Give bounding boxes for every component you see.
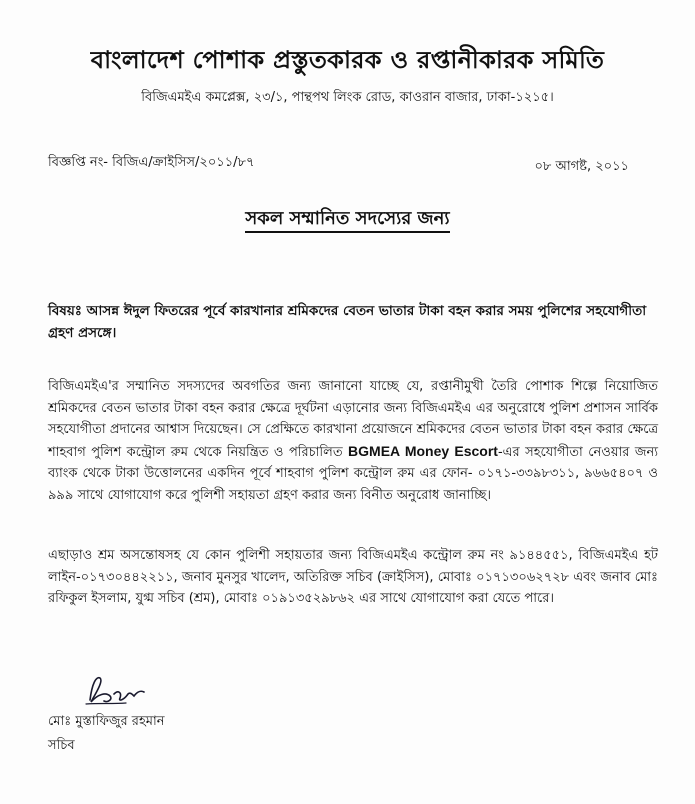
paragraph-1-text-end: -এর সহযোগীতা নেওয়ার জন্য ব্যাংক থেকে টাকা উত্তোলনের একদিন পূর্বে শাহবাগ পুলিশ কন্ট্রোল রুম এর ফোন- ০১৭১-৩৩৯৮৩১১, ৯৬৬৫৪০৭ ও ৯৯৯ সাথে যোগাযোগ করে পুলিশী সহায়তা গ্রহণ করার জন্য বিনীত অনুরোধ জানাচ্ছি।	[48, 444, 658, 503]
addressee-text: সকল সম্মানিত সদস্যের জন্য	[245, 208, 449, 233]
notice-date: ০৮ আগষ্ট, ২০১১	[534, 159, 629, 174]
organization-title: বাংলাদেশ পোশাক প্রস্তুতকারক ও রপ্তানীকারক সমিতি	[90, 46, 605, 74]
money-escort-name: BGMEA Money Escort	[348, 442, 498, 459]
organization-address: বিজিএমইএ কমপ্লেক্স, ২৩/১, পান্থপথ লিংক রোড, কাওরান বাজার, ঢাকা-১২১৫।	[141, 90, 554, 105]
body-paragraph-1	[48, 376, 658, 506]
handwritten-signature	[82, 670, 162, 710]
notice-reference-number: বিজ্ঞপ্তি নং- বিজিএ/ক্রাইসিস/২০১১/৮৭	[48, 155, 255, 170]
signatory-name: মোঃ মুস্তাফিজুর রহমান	[48, 714, 165, 729]
signatory-designation: সচিব	[48, 738, 75, 753]
addressee-heading	[0, 204, 695, 235]
body-paragraph-2: এছাড়াও শ্রম অসন্তোষসহ যে কোন পুলিশী সহায়তার জন্য বিজিএমইএ কন্ট্রোল রুম নং ৯১৪৪৫৫১, বিজিএমইএ হট লাইন-০১৭৩০৪৪২২১১, জনাব মুনসুর খালেদ, অতিরিক্ত সচিব (ক্রাইসিস), মোবাঃ ০১৭১৩০৬২৭২৮ এবং জনাব মোঃ রফিকুল ইসলাম, যুগ্ম সচিব (শ্রম), মোবাঃ ০১৯১৩৫২৯৮৬২ এর সাথে যোগাযোগ করা যেতে পারে।	[48, 548, 658, 606]
paragraph-1-text-start: বিজিএমইএ'র সম্মানিত সদস্যদের অবগতির জন্য জানানো যাচ্ছে যে, রপ্তানীমুখী তৈরি পোশাক শিল্পে নিয়োজিত শ্রমিকদের বেতন ভাতার টাকা বহন করার ক্ষেত্রে দূর্ঘটনা এড়ানোর জন্য বিজিএমইএ এর অনুরোধে পুলিশ প্রশাসন সার্বিক সহযোগীতা প্রদানের আশ্বাস দিয়েছেন। সে প্রেক্ষিতে কারখানা প্রয়োজনে শ্রমিকদের বেতন ভাতার টাকা বহন করার ক্ষেত্রে শাহবাগ পুলিশ কন্ট্রোল রুম থেকে নিয়ন্ত্রিত ও পরিচালিত	[48, 379, 658, 460]
subject-line: বিষয়ঃ আসন্ন ঈদুল ফিতরের পূর্বে কারখানার শ্রমিকদের বেতন ভাতার টাকা বহন করার সময় পুলিশের সহযোগীতা গ্রহণ প্রসঙ্গে।	[48, 303, 647, 341]
